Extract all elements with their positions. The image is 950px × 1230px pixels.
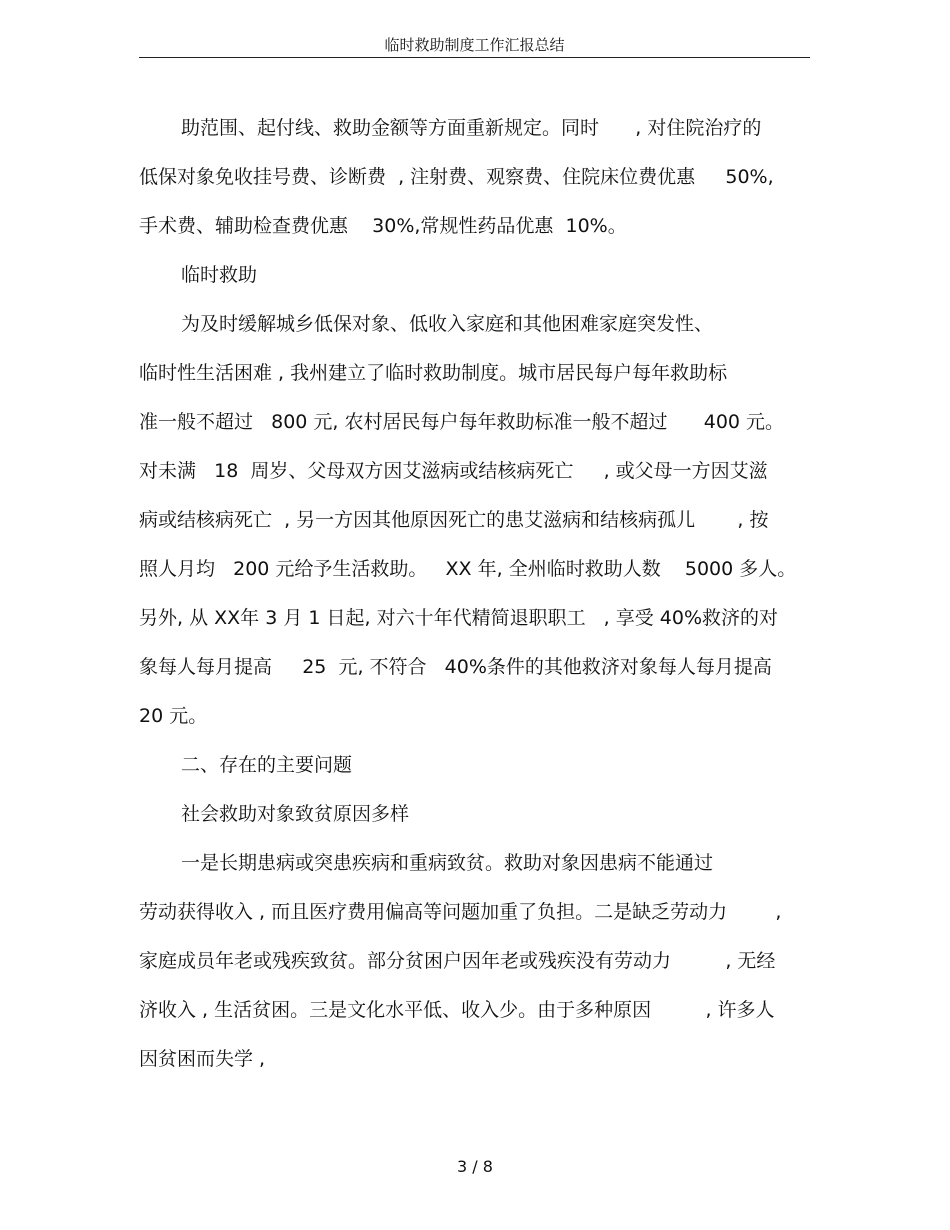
- text-line: 因贫困而失学 ,: [139, 1048, 266, 1070]
- text-line: 一是长期患病或突患疾病和重病致贫。救助对象因患病不能通过: [181, 852, 714, 874]
- text-line: 为及时缓解城乡低保对象、低收入家庭和其他困难家庭突发性、: [181, 313, 714, 335]
- text-line: 照人月均 200 元给予生活救助。 XX 年, 全州临时救助人数 5000 多人。: [139, 558, 797, 580]
- text-line: 低保对象免收挂号费、诊断费 , 注射费、观察费、住院床位费优惠 50%,: [139, 166, 774, 188]
- section-heading: 二、存在的主要问题: [181, 754, 353, 776]
- text-line: 20 元。: [139, 705, 208, 727]
- text-line: 病或结核病死亡 , 另一方因其他原因死亡的患艾滋病和结核病孤儿 , 按: [139, 509, 769, 531]
- text-line: 准一般不超过 800 元, 农村居民每户每年救助标准一般不超过 400 元。: [139, 411, 785, 433]
- text-line: 另外, 从 XX年 3 月 1 日起, 对六十年代精简退职职工 , 享受 40%救济的对: [139, 607, 779, 629]
- subsection-heading: 社会救助对象致贫原因多样: [181, 803, 410, 825]
- text-line: 家庭成员年老或残疾致贫。部分贫困户因年老或残疾没有劳动力 , 无经: [139, 950, 776, 972]
- header-title: 临时救助制度工作汇报总结: [384, 36, 565, 54]
- text-line: 象每人每月提高 25 元, 不符合 40%条件的其他救济对象每人每月提高: [139, 656, 772, 678]
- text-line: 临时性生活困难 , 我州建立了临时救助制度。城市居民每户每年救助标: [139, 362, 728, 384]
- document-body: [139, 112, 814, 1092]
- document-header: [139, 34, 810, 58]
- text-line: 助范围、起付线、救助金额等方面重新规定。同时 , 对住院治疗的: [181, 117, 762, 139]
- text-line: 济收入 , 生活贫困。三是文化水平低、收入少。由于多种原因 , 许多人: [139, 999, 775, 1021]
- text-line: 对未满 18 周岁、父母双方因艾滋病或结核病死亡 , 或父母一方因艾滋: [139, 460, 768, 482]
- page-number: 3 / 8: [457, 1157, 493, 1176]
- text-line: 劳动获得收入 , 而且医疗费用偏高等问题加重了负担。二是缺乏劳动力 ,: [139, 901, 782, 923]
- section-heading: 临时救助: [181, 264, 258, 286]
- text-line: 手术费、辅助检查费优惠 30%,常规性药品优惠 10%。: [139, 215, 627, 237]
